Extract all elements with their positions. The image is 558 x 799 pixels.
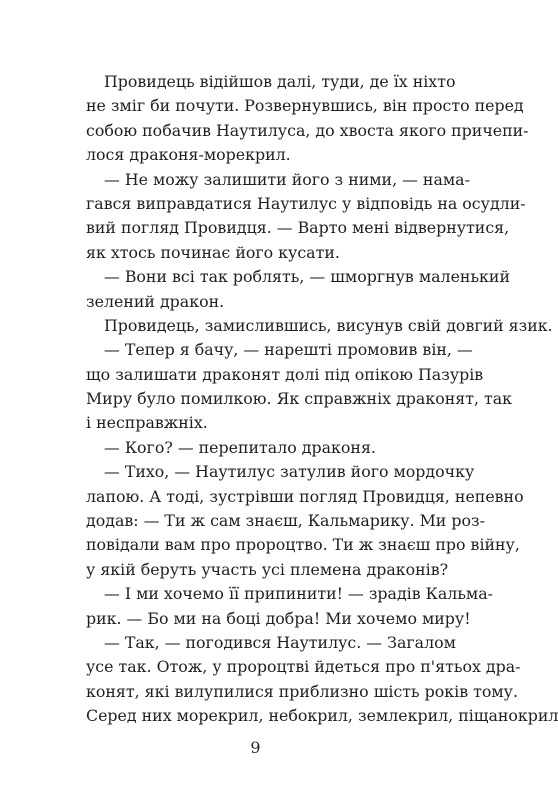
- text-line: конят, які вилупилися приблизно шість років тому.: [86, 681, 518, 701]
- text-line: і несправжніх.: [86, 413, 208, 433]
- text-line: — Кого? — перепитало драконя.: [104, 437, 376, 457]
- text-line: — І ми хочемо її припинити! — зрадів Кальма-: [104, 584, 493, 604]
- text-line: гався виправдатися Наутилус у відповідь на осудли-: [86, 193, 526, 213]
- text-line: Провидець, замислившись, висунув свій довгий язик.: [104, 315, 553, 335]
- text-line: — Тихо, — Наутилус затулив його мордочку: [104, 462, 475, 482]
- text-line: Серед них морекрил, небокрил, землекрил, піщанокрил: [86, 706, 558, 726]
- text-line: Миру було помилкою. Як справжніх драконят, так: [86, 389, 513, 409]
- body-text: [86, 70, 558, 729]
- text-line: у якій беруть участь усі племена драконів?: [86, 559, 449, 579]
- text-line: — Вони всі так роблять, — шморгнув маленький: [104, 267, 510, 287]
- text-line: усе так. Отож, у пророцтві йдеться про п'ятьох дра-: [86, 657, 521, 677]
- text-line: — Тепер я бачу, — нарешті промовив він, —: [104, 340, 473, 360]
- text-line: лося драконя-морекрил.: [86, 145, 291, 165]
- page-number: 9: [250, 738, 261, 757]
- text-line: — Так, — погодився Наутилус. — Загалом: [104, 632, 456, 652]
- text-line: Провидець відійшов далі, туди, де їх ніхто: [104, 72, 456, 91]
- text-line: не зміг би почути. Розвернувшись, він просто перед: [86, 96, 524, 116]
- text-line: — Не можу залишити його з ними, — нама-: [104, 169, 470, 189]
- text-line: вий погляд Провидця. — Варто мені відвернутися,: [86, 218, 510, 238]
- text-line: повідали вам про пророцтво. Ти ж знаєш про війну,: [86, 535, 520, 555]
- text-line: додав: — Ти ж сам знаєш, Кальмарику. Ми роз-: [86, 511, 485, 531]
- text-line: що залишати драконят долі під опікою Пазурів: [86, 364, 484, 384]
- text-line: зелений дракон.: [86, 291, 225, 311]
- text-line: лапою. А тоді, зустрівши погляд Провидця, непевно: [86, 486, 524, 506]
- text-line: як хтось починає його кусати.: [86, 242, 340, 262]
- text-line: рик. — Бо ми на боці добра! Ми хочемо миру!: [86, 608, 471, 628]
- text-line: собою побачив Наутилуса, до хвоста якого причепи-: [86, 120, 529, 140]
